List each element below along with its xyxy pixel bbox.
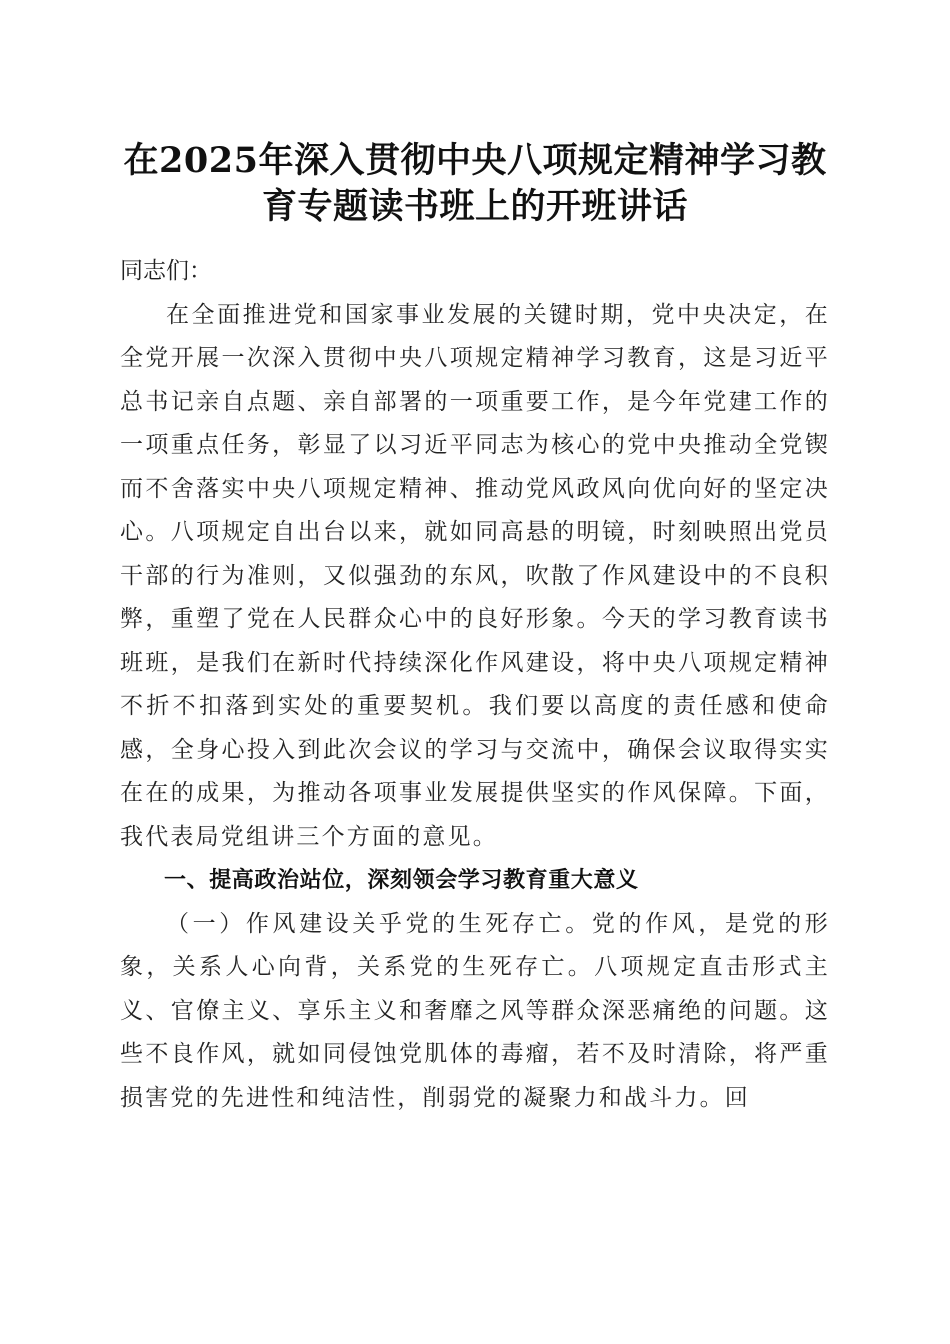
document-body xyxy=(120,250,830,1120)
section-heading-1: 一、提高政治站位，深刻领会学习教育重大意义 xyxy=(164,868,639,893)
section-1-paragraph: （一）作风建设关乎党的生死存亡。党的作风，是党的形象，关系人心向背，关系党的生死存亡。八项规定直击形式主义、官僚主义、享乐主义和奢靡之风等群众深恶痛绝的问题。这些不良作风，就如同侵蚀党肌体的毒瘤，若不及时清除，将严重损害党的先进性和纯洁性，削弱党的凝聚力和战斗力。回 xyxy=(120,910,830,1111)
document-title: 在2025年深入贯彻中央八项规定精神学习教育专题读书班上的开班讲话 xyxy=(123,140,827,227)
opening-paragraph: 在全面推进党和国家事业发展的关键时期，党中央决定，在全党开展一次深入贯彻中央八项规定精神学习教育，这是习近平总书记亲自点题、亲自部署的一项重要工作，是今年党建工作的一项重点任务，彰显了以习近平同志为核心的党中央推动全党锲而不舍落实中央八项规定精神、推动党风政风向优向好的坚定决心。八项规定自出台以来，就如同高悬的明镜，时刻映照出党员干部的行为准则，又似强劲的东风，吹散了作风建设中的不良积弊，重塑了党在人民群众心中的良好形象。今天的学习教育读书班班，是我们在新时代持续深化作风建设，将中央八项规定精神不折不扣落到实处的重要契机。我们要以高度的责任感和使命感，全身心投入到此次会议的学习与交流中，确保会议取得实实在在的成果，为推动各项事业发展提供坚实的作风保障。下面，我代表局党组讲三个方面的意见。 xyxy=(120,301,830,850)
salutation: 同志们： xyxy=(120,258,212,284)
